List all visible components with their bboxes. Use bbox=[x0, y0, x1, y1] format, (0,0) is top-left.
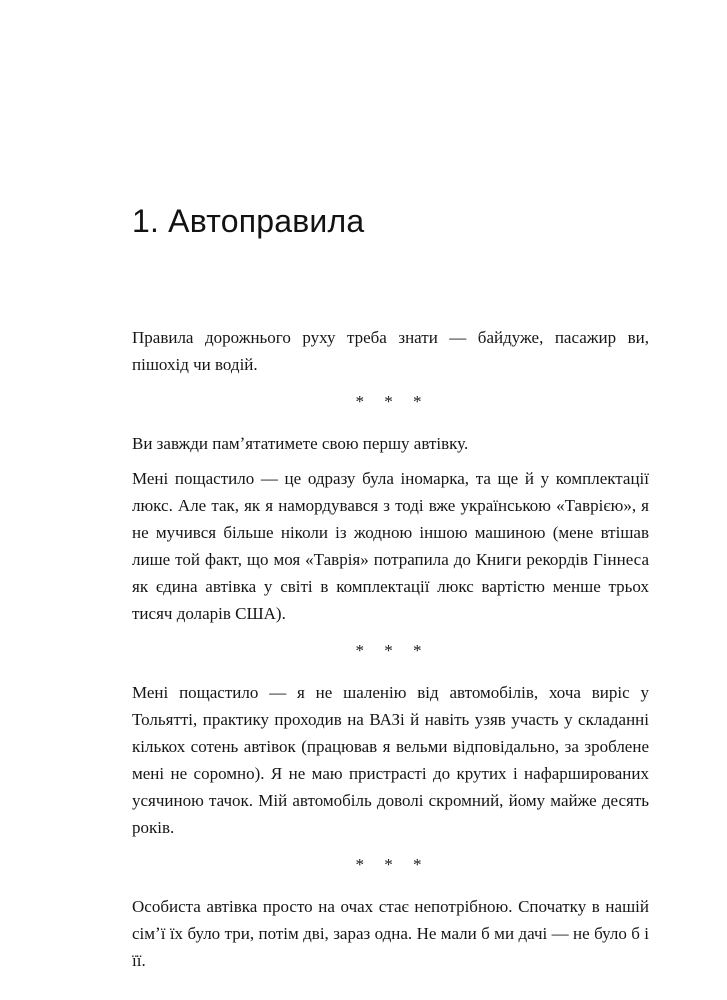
body-text bbox=[132, 324, 649, 974]
paragraph: Особиста автівка просто на очах стає непотрібною. Спочатку в нашій сімʼї їх було три, потім дві, зараз одна. Не мали б ми дачі — не було б і її. bbox=[132, 897, 649, 971]
paragraph: Мені пощастило — це одразу була іномарка, та ще й у комплектації люкс. Але так, як я намордувався з тоді вже українською «Таврією», я не мучився більше ніколи із жодною іншою машиною (мене втішав лише той факт, що моя «Таврія» потрапила до Книги рекордів Гіннеса як єдина автівка у світі в комплектації люкс вартістю менше трьох тисяч доларів США). bbox=[132, 469, 649, 624]
text-column bbox=[132, 0, 649, 982]
chapter-heading: 1. Автоправила bbox=[132, 203, 365, 239]
section-divider: * * * bbox=[355, 392, 426, 412]
paragraph: Правила дорожнього руху треба знати — байдуже, пасажир ви, пішохід чи водій. bbox=[132, 328, 649, 375]
paragraph: Ви завжди памʼятатимете свою першу автівку. bbox=[132, 434, 469, 454]
section-divider: * * * bbox=[355, 641, 426, 661]
section-divider: * * * bbox=[355, 855, 426, 875]
paragraph: Мені пощастило — я не шаленію від автомобілів, хоча виріс у Тольятті, практику проходив на ВАЗі й навіть узяв участь у складанні кількох сотень автівок (працював я вельми відповідально, за зроблене мені не соромно). Я не маю пристрасті до крутих і нафаршированих усячиною тачок. Мій автомобіль доволі скромний, йому майже десять років. bbox=[132, 683, 649, 838]
